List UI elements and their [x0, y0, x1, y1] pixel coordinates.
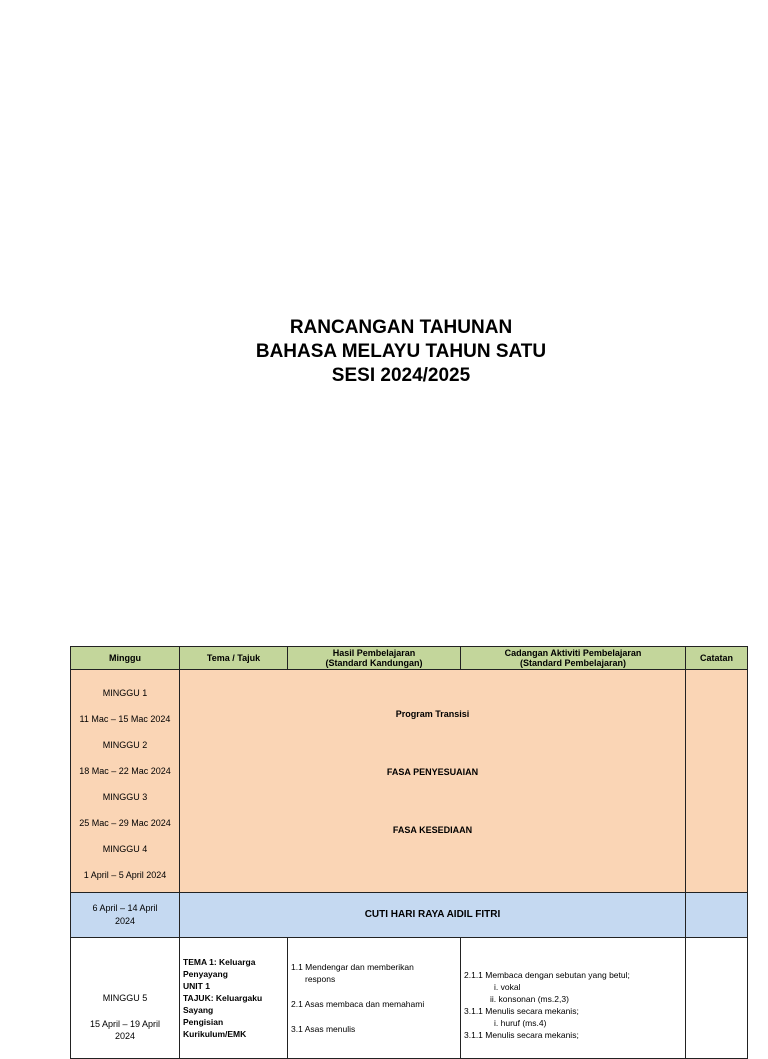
cuti-date-line-1: 6 April – 14 April: [92, 903, 158, 913]
week-date: 11 Mac – 15 Mac 2024: [79, 714, 171, 724]
aktiviti-cell: [461, 938, 686, 1059]
title-line-2: BAHASA MELAYU TAHUN SATU: [255, 341, 547, 362]
catatan-cell: [686, 670, 748, 893]
aktiviti-item: 3.1.1 Menulis secara mekanis;: [464, 1030, 579, 1040]
cuti-date-line-2: 2024: [114, 916, 136, 926]
aktiviti-item: 3.1.1 Menulis secara mekanis;: [464, 1006, 579, 1016]
document-title: [0, 316, 768, 388]
header-hasil-line-1: Hasil Pembelajaran: [332, 648, 416, 658]
tema-cell: [180, 938, 288, 1059]
week-date: 15 April – 19 April: [89, 1019, 161, 1029]
hasil-item: 3.1 Asas menulis: [291, 1024, 356, 1034]
tema-line: Kurikulum/EMK: [183, 1029, 247, 1039]
tema-line: Pengisian: [183, 1017, 224, 1027]
aktiviti-item: 2.1.1 Membaca dengan sebutan yang betul;: [464, 970, 630, 980]
week-label: MINGGU 5: [102, 993, 148, 1003]
table-row-cuti: [71, 893, 748, 938]
week-date: 1 April – 5 April 2024: [83, 870, 167, 880]
table-row-minggu-5: [71, 938, 748, 1059]
header-aktiviti-line-1: Cadangan Aktiviti Pembelajaran: [504, 648, 642, 658]
header-aktiviti: [461, 647, 686, 670]
fasa-kesediaan: FASA KESEDIAAN: [392, 825, 473, 835]
week-label: MINGGU 2: [102, 740, 148, 750]
aktiviti-sub-item: i. huruf (ms.4): [494, 1018, 547, 1028]
fasa-weeks-cell: [71, 670, 180, 893]
hasil-item-cont: respons: [305, 974, 336, 984]
tema-line: TEMA 1: Keluarga: [183, 957, 256, 967]
title-line-1: RANCANGAN TAHUNAN: [289, 317, 513, 338]
table-header-row: [71, 647, 748, 670]
yearly-plan-table: [70, 646, 748, 1059]
program-transisi: Program Transisi: [395, 709, 470, 719]
header-hasil: [288, 647, 461, 670]
week-label: MINGGU 3: [102, 792, 148, 802]
title-line-3: SESI 2024/2025: [331, 365, 471, 386]
week-date: 25 Mac – 29 Mac 2024: [79, 818, 171, 828]
week-date-year: 2024: [114, 1031, 136, 1041]
header-minggu: Minggu: [71, 647, 180, 670]
aktiviti-sub-item: i. vokal: [494, 982, 521, 992]
cuti-label: CUTI HARI RAYA AIDIL FITRI: [180, 893, 686, 938]
hasil-cell: [288, 938, 461, 1059]
header-tema: Tema / Tajuk: [180, 647, 288, 670]
hasil-item: 2.1 Asas membaca dan memahami: [291, 999, 425, 1009]
fasa-penyesuaian: FASA PENYESUAIAN: [386, 767, 479, 777]
minggu-5-cell: [71, 938, 180, 1059]
header-catatan: Catatan: [686, 647, 748, 670]
week-label: MINGGU 1: [102, 688, 148, 698]
cuti-date-cell: [71, 893, 180, 938]
hasil-item: 1.1 Mendengar dan memberikan: [291, 962, 414, 972]
header-hasil-line-2: (Standard Kandungan): [325, 658, 423, 668]
week-label: MINGGU 4: [102, 844, 148, 854]
tema-line: TAJUK: Keluargaku: [183, 993, 263, 1003]
table-row-fasa: [71, 670, 748, 893]
week-date: 18 Mac – 22 Mac 2024: [79, 766, 171, 776]
header-aktiviti-line-2: (Standard Pembelajaran): [519, 658, 627, 668]
catatan-cell: [686, 893, 748, 938]
fasa-program-cell: [180, 670, 686, 893]
aktiviti-sub-item: ii. konsonan (ms.2,3): [490, 994, 569, 1004]
catatan-cell: [686, 938, 748, 1059]
tema-line: Sayang: [183, 1005, 214, 1015]
tema-line: Penyayang: [183, 969, 228, 979]
tema-line: UNIT 1: [183, 981, 210, 991]
